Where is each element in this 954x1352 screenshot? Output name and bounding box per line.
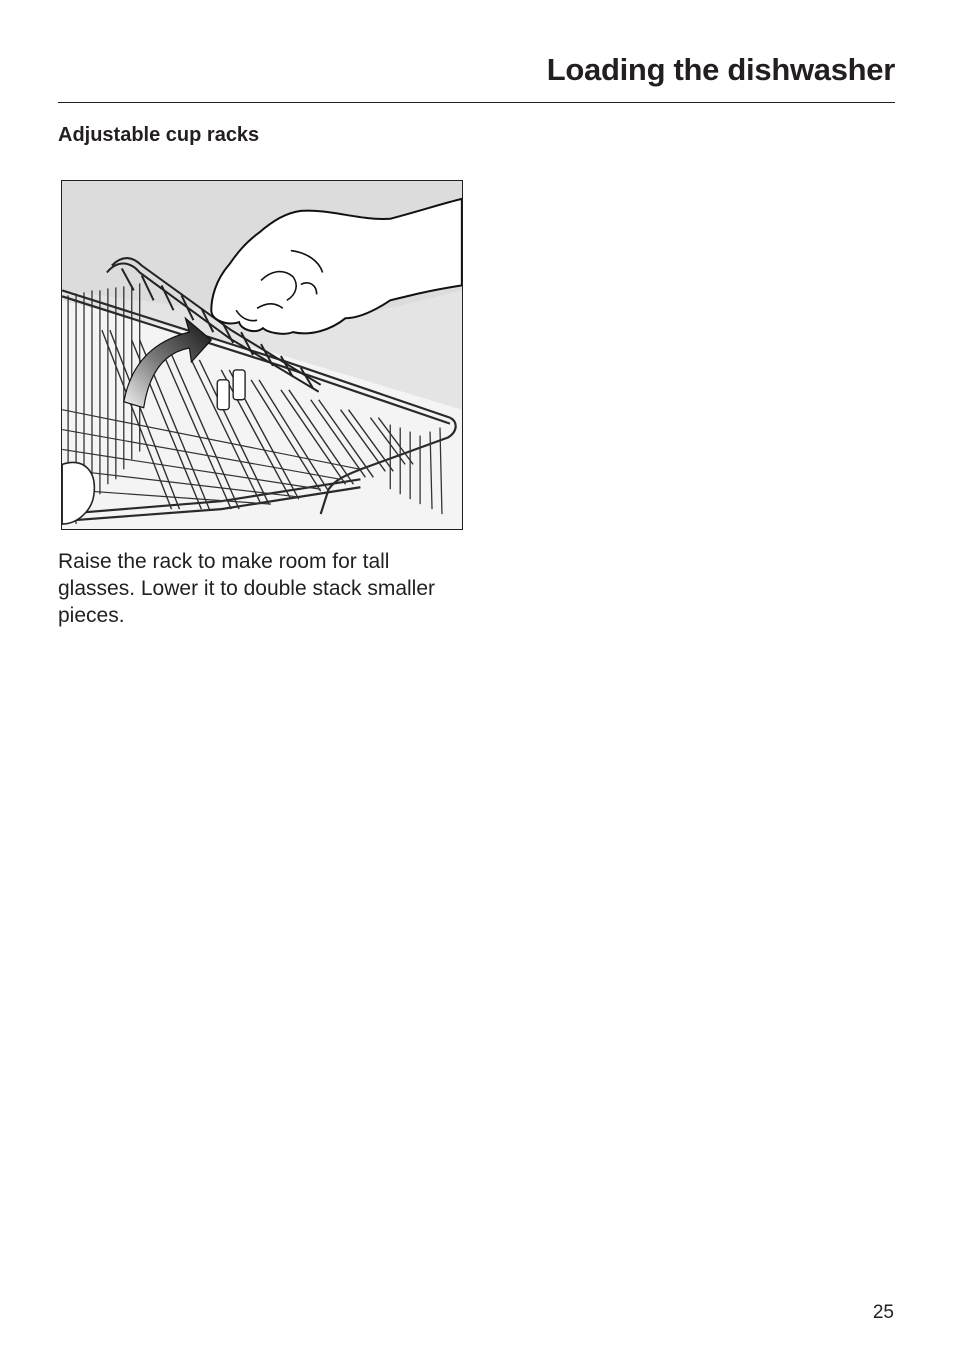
page-title: Loading the dishwasher [546,52,895,87]
dishwasher-cup-rack-icon [62,181,462,529]
page-header [58,48,895,103]
cup-rack-illustration [61,180,463,530]
page-number: 25 [872,1302,894,1323]
instruction-text: Raise the rack to make room for tall glasses. Lower it to double stack smaller pieces. [58,550,436,627]
section-heading: Adjustable cup racks [58,124,260,146]
